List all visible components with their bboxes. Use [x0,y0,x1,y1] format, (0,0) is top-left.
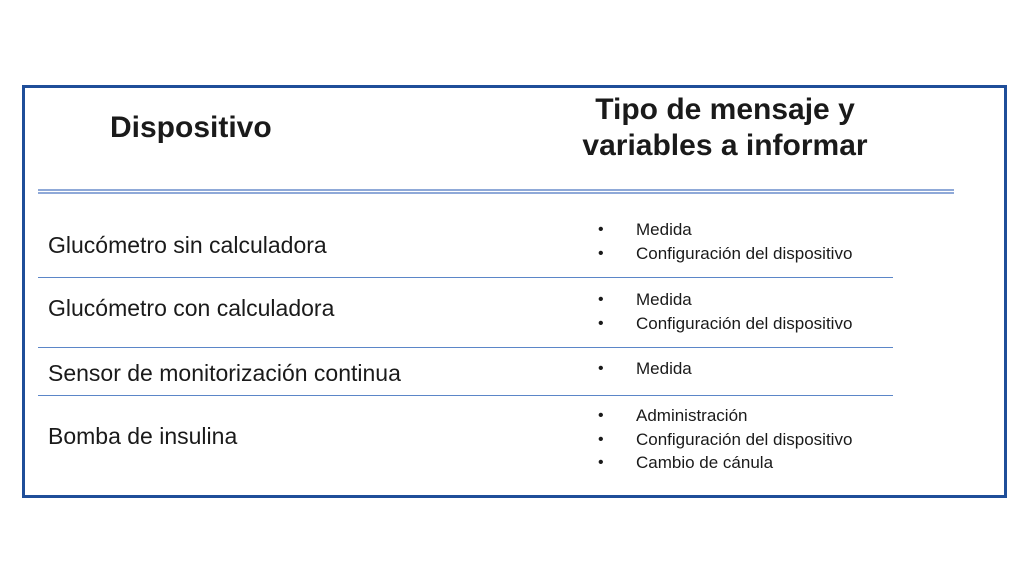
list-item: • Medida [598,288,852,312]
column-header-line-2: variables a informar [582,129,868,162]
row-divider [38,347,893,348]
list-item: • Cambio de cánula [598,451,852,475]
row-device-insulin-pump: Bomba de insulina [48,423,238,449]
column-header-device: Dispositivo [110,111,272,144]
column-header-message-type [555,92,895,164]
row-items-3 [598,357,692,381]
header-divider [38,189,954,194]
row-device-glucometer-calculator: Glucómetro con calculadora [48,295,335,321]
list-item: • Configuración del dispositivo [598,242,852,266]
list-item: • Configuración del dispositivo [598,312,852,336]
row-items-2 [598,288,852,335]
list-item: • Medida [598,357,692,381]
list-item: • Medida [598,218,852,242]
row-items-1 [598,218,852,265]
row-divider [38,277,893,278]
row-device-glucometer-no-calculator: Glucómetro sin calculadora [48,232,327,258]
row-divider [38,395,893,396]
list-item: • Administración [598,404,852,428]
list-item: • Configuración del dispositivo [598,428,852,452]
row-items-4 [598,404,852,475]
column-header-line-1: Tipo de mensaje y [595,93,855,126]
row-device-cgm-sensor: Sensor de monitorización continua [48,360,401,386]
